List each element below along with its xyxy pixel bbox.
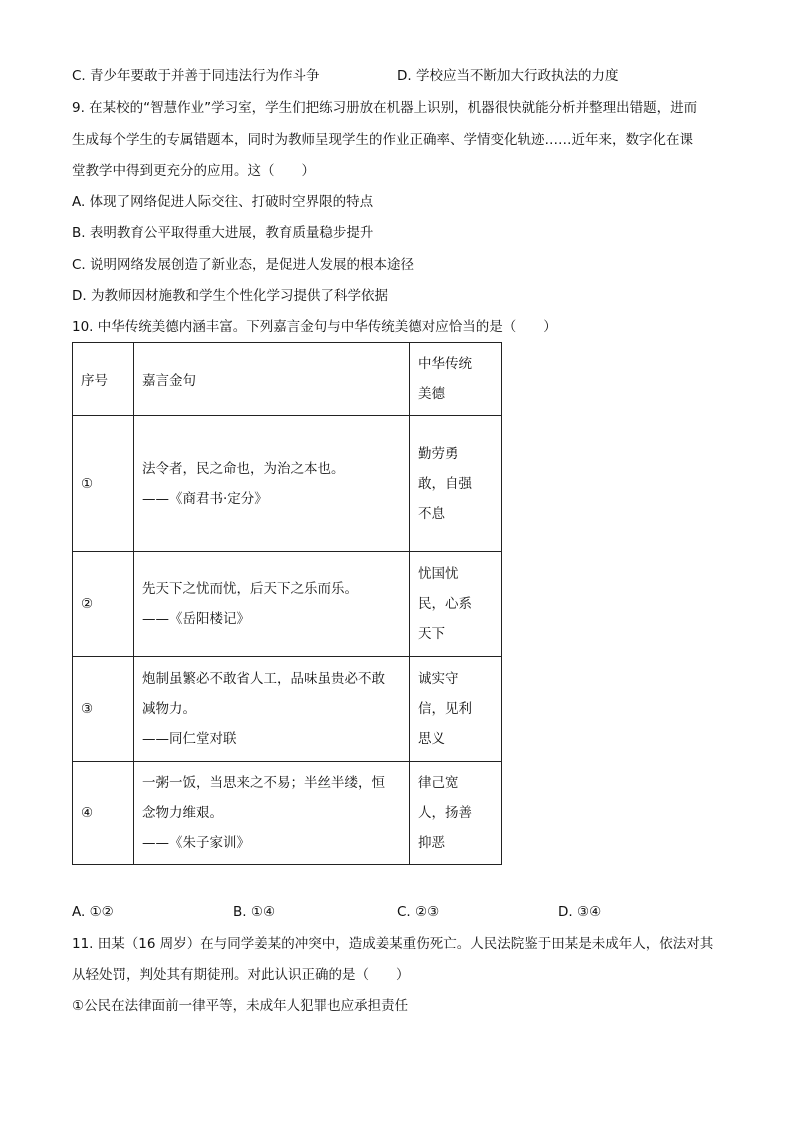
- quote-source: ——同仁堂对联: [142, 731, 237, 747]
- virtue-line: 勤劳勇: [418, 445, 459, 462]
- header-num: 序号: [73, 343, 134, 416]
- row-num: ③: [73, 657, 134, 762]
- quote-line: 减物力。: [142, 701, 196, 717]
- quote-line: 念物力维艰。: [142, 805, 223, 821]
- table-row: [73, 416, 502, 552]
- q9-option-d: D. 为教师因材施教和学生个性化学习提供了科学依据: [72, 288, 388, 304]
- row-virtue: [410, 552, 502, 657]
- row-virtue: [410, 416, 502, 552]
- virtue-line: 不息: [418, 505, 445, 522]
- q11-stem-line-2: 从轻处罚，判处其有期徒刑。对此认识正确的是（ ）: [72, 967, 410, 983]
- quote-line: 一粥一饭，当思来之不易；半丝半缕，恒: [142, 775, 385, 791]
- q8-option-d: D. 学校应当不断加大行政执法的力度: [397, 68, 619, 84]
- quote-line: 炮制虽繁必不敢省人工，品味虽贵必不敢: [142, 671, 385, 687]
- virtue-line: 诚实守: [418, 671, 459, 687]
- table-header-row: [73, 343, 502, 416]
- virtue-line: 信，见利: [418, 701, 472, 717]
- virtue-line: 敢，自强: [418, 475, 472, 492]
- q9-option-a: A. 体现了网络促进人际交往、打破时空界限的特点: [72, 194, 374, 210]
- quote-source: ——《岳阳楼记》: [142, 611, 250, 627]
- header-virtue-line: 美德: [418, 386, 445, 402]
- q9-stem-line-2: 生成每个学生的专属错题本，同时为教师呈现学生的作业正确率、学情变化轨迹……近年来，数字化在课: [72, 132, 693, 148]
- table-row: [73, 552, 502, 657]
- row-quote: [134, 552, 410, 657]
- header-virtue-line: 中华传统: [418, 356, 472, 372]
- virtue-line: 民，心系: [418, 596, 472, 612]
- q10-option-d: D. ③④: [558, 904, 602, 920]
- quote-source: ——《商君书·定分》: [142, 490, 268, 507]
- header-quote: 嘉言金句: [134, 343, 410, 416]
- virtue-line: 律己宽: [418, 775, 459, 791]
- row-quote: [134, 657, 410, 762]
- virtue-line: 人，扬善: [418, 805, 472, 821]
- q10-stem: 10. 中华传统美德内涵丰富。下列嘉言金句与中华传统美德对应恰当的是（ ）: [72, 319, 557, 335]
- quote-source: ——《朱子家训》: [142, 835, 250, 851]
- row-quote: [134, 416, 410, 552]
- row-num: ④: [73, 762, 134, 865]
- q9-option-c: C. 说明网络发展创造了新业态，是促进人发展的根本途径: [72, 257, 415, 273]
- q9-option-b: B. 表明教育公平取得重大进展，教育质量稳步提升: [72, 225, 374, 241]
- row-virtue: [410, 762, 502, 865]
- q11-item-1: ①公民在法律面前一律平等，未成年人犯罪也应承担责任: [72, 998, 409, 1014]
- q10-option-c: C. ②③: [397, 904, 440, 920]
- row-quote: [134, 762, 410, 865]
- q10-option-a: A. ①②: [72, 904, 114, 920]
- virtue-line: 思义: [418, 731, 445, 747]
- virtue-line: 忧国忧: [418, 566, 459, 582]
- q10-option-b: B. ①④: [233, 904, 276, 920]
- row-virtue: [410, 657, 502, 762]
- q8-option-c: C. 青少年要敢于并善于同违法行为作斗争: [72, 68, 320, 84]
- table-row: [73, 762, 502, 865]
- virtue-table: [72, 342, 502, 865]
- table-row: [73, 657, 502, 762]
- quote-line: 法令者，民之命也，为治之本也。: [142, 460, 345, 477]
- header-virtue: [410, 343, 502, 416]
- virtue-line: 抑恶: [418, 835, 445, 851]
- q11-stem-line-1: 11. 田某（16 周岁）在与同学姜某的冲突中，造成姜某重伤死亡。人民法院鉴于田某是未成年人，依法对其: [72, 936, 714, 952]
- q9-stem-line-1: 9. 在某校的“智慧作业”学习室，学生们把练习册放在机器上识别，机器很快就能分析并整理出错题，进而: [72, 100, 698, 116]
- q9-stem-line-3: 堂教学中得到更充分的应用。这（ ）: [72, 163, 315, 179]
- quote-line: 先天下之忧而忧，后天下之乐而乐。: [142, 581, 358, 597]
- row-num: ①: [73, 416, 134, 552]
- virtue-line: 天下: [418, 626, 445, 642]
- row-num: ②: [73, 552, 134, 657]
